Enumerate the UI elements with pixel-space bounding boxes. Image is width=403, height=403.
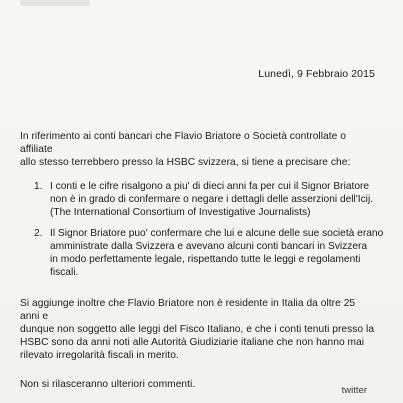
final-note: Non si rilasceranno ulteriori commenti. xyxy=(20,379,196,390)
source-watermark: twitter xyxy=(341,385,367,396)
closing-paragraph: Si aggiunge inoltre che Flavio Briatore non è residente in Italia da oltre 25 anni e dunque non soggetto alle leggi del Fisco Italiano, e che i conti tenuti presso la HSBC sono da anni noti alle Autorità Giudiziarie italiane che non hanno mai rilevato irregolarità fiscali in merito. xyxy=(20,298,375,361)
list-item-number: 2. xyxy=(34,228,43,239)
letterhead xyxy=(20,0,90,6)
list-item-text: I conti e le cifre risalgono a piu' di dieci anni fa per cui il Signor Briatore non è in grado di confermare o negare i dettagli delle asserzioni dell'Icij. (The International Consortium of Investigative Journalists) xyxy=(50,181,374,218)
document-date: Lunedì, 9 Febbraio 2015 xyxy=(258,68,375,80)
list-item-number: 1. xyxy=(34,181,43,192)
intro-paragraph: In riferimento ai conti bancari che Flavio Briatore o Società controllate o affiliate allo stesso terrebbero presso la HSBC svizzera, si tiene a precisare che: xyxy=(20,131,351,168)
list-item-text: Il Signor Briatore puo' confermare che lui e alcune delle sue società erano amministrate dalla Svizzera e avevano alcuni conti bancari in Svizzera in modo perfettamente legale, rispettando tutte le leggi e regolamenti fiscali. xyxy=(50,228,384,278)
